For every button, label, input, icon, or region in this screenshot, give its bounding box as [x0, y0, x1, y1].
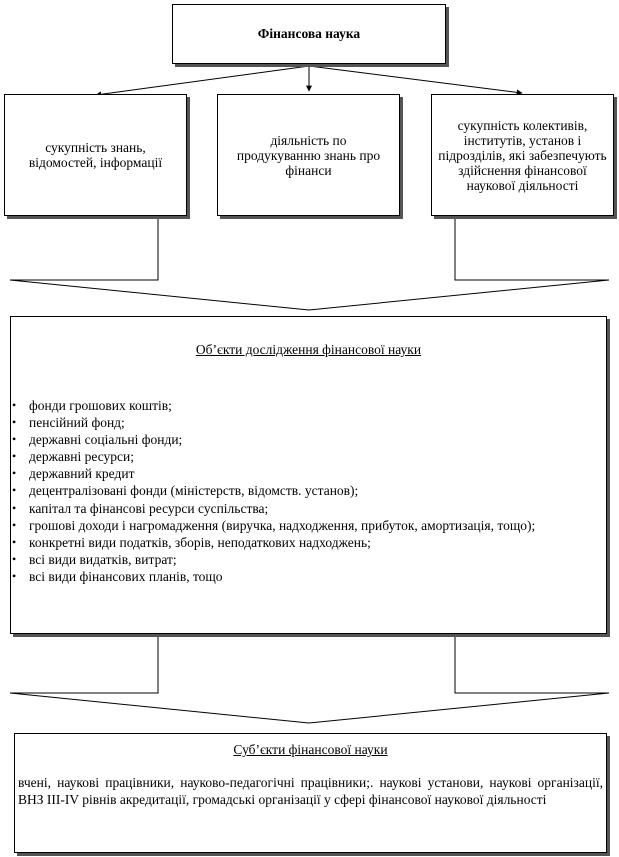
root-arrows — [96, 66, 522, 95]
list-item: • державні ресурси; — [11, 448, 535, 465]
knowledge-label: сукупність знань, відомостей, інформації — [28, 140, 163, 170]
institutions-label: сукупність колективів, інститутів, установ і підрозділів, які забезпечують здійснення фінансової наукової діяльності — [438, 117, 607, 193]
subjects-text: вчені, наукові працівники, науково-педагогічні працівники;. наукові установи, наукові організації, ВНЗ ІІІ-IV рівнів акредитації, громадські організації у сфері фінансової наукової діяльності — [18, 775, 603, 807]
arrow-to-box-1 — [96, 66, 309, 95]
arrow-to-box-3 — [309, 66, 522, 93]
list-item: • фонди грошових коштів; — [11, 397, 535, 414]
list-item: • грошові доходи і нагромадження (виручка, надходження, прибуток, амортизація, тощо); — [11, 517, 535, 534]
institutions-box — [431, 94, 614, 216]
objects-box — [10, 316, 607, 634]
list-item: • всі види видатків, витрат; — [11, 551, 535, 568]
list-item: • конкретні види податків, зборів, неподаткових надходжень; — [11, 534, 535, 551]
activity-box — [217, 94, 400, 216]
knowledge-box — [4, 94, 187, 216]
subjects-box — [14, 733, 607, 853]
list-item: • державні соціальні фонди; — [11, 431, 535, 448]
list-item: • пенсійний фонд; — [11, 414, 535, 431]
root-box — [172, 4, 446, 64]
root-label: Фінансова наука — [257, 26, 361, 41]
funnel-arrow-1 — [10, 218, 609, 310]
list-item: • капітал та фінансові ресурси суспільства; — [11, 500, 535, 517]
funnel-arrow-2 — [10, 635, 609, 723]
subjects-title: Суб’єкти фінансової науки — [233, 742, 388, 757]
list-item: • державний кредит — [11, 465, 535, 482]
objects-title: Об’єкти дослідження фінансової науки — [195, 342, 422, 357]
activity-label: діяльність по продукуванню знань про фінанси — [236, 132, 381, 178]
objects-list — [11, 397, 535, 585]
list-item: • всі види фінансових планів, тощо — [11, 568, 535, 585]
list-item: • децентралізовані фонди (міністерств, відомств. установ); — [11, 482, 535, 499]
